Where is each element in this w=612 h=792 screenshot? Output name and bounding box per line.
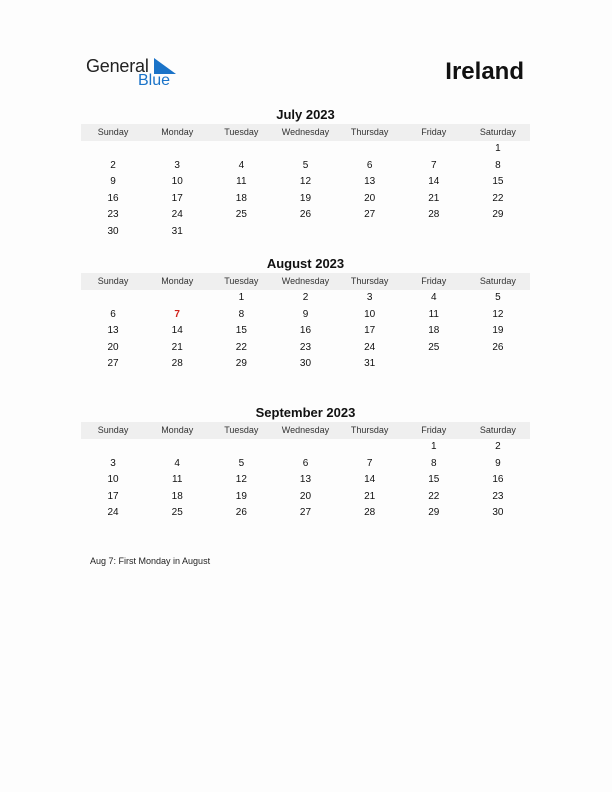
- day-cell: 17: [364, 325, 376, 337]
- day-cell: 13: [299, 474, 312, 486]
- week-row: [81, 158, 530, 175]
- day-cell: 27: [107, 358, 119, 370]
- day-cell: [402, 224, 466, 241]
- weekday-header-row: [81, 124, 530, 141]
- day-cell: 30: [107, 225, 119, 237]
- weekday-header-row: [81, 273, 530, 290]
- day-cell: 29: [492, 209, 504, 221]
- week-row: [81, 340, 530, 357]
- week-row: [81, 489, 530, 506]
- weekday-label: Friday: [421, 127, 447, 137]
- day-cell: 28: [364, 507, 376, 519]
- day-cell: 17: [171, 192, 183, 204]
- weekday-label: Thursday: [350, 276, 389, 286]
- day-cell: 11: [236, 176, 247, 188]
- day-cell: [81, 290, 145, 307]
- month-weeks: [81, 141, 530, 241]
- day-cell: 26: [235, 507, 247, 519]
- day-cell: 8: [495, 159, 501, 171]
- day-cell: [209, 224, 273, 241]
- day-cell: 11: [428, 308, 439, 320]
- month-weeks: [81, 290, 530, 373]
- day-cell: 10: [364, 308, 376, 320]
- day-cell: 31: [364, 358, 376, 370]
- logo-general-text: General: [86, 56, 149, 76]
- day-cell: 25: [428, 341, 440, 353]
- day-cell: 20: [299, 490, 312, 502]
- day-cell: 10: [107, 474, 119, 486]
- month-weeks: [81, 439, 530, 522]
- day-cell: 5: [302, 159, 309, 171]
- weekday-label: Tuesday: [224, 425, 259, 435]
- weekday-label: Saturday: [479, 127, 516, 137]
- day-cell: 6: [302, 457, 309, 469]
- day-cell: 14: [364, 474, 376, 486]
- day-cell: 26: [299, 209, 312, 221]
- day-cell: 31: [171, 225, 183, 237]
- day-cell: [81, 141, 145, 158]
- day-cell: 14: [171, 325, 183, 337]
- logo-blue-text: Blue: [138, 72, 171, 89]
- day-cell: 25: [235, 209, 247, 221]
- day-cell: 29: [428, 507, 440, 519]
- day-cell: 18: [235, 192, 247, 204]
- week-row: [81, 191, 530, 208]
- day-cell: 21: [364, 490, 376, 502]
- day-cell: 26: [492, 341, 504, 353]
- weekday-label: Saturday: [479, 425, 516, 435]
- day-cell: 15: [235, 325, 247, 337]
- day-cell: [209, 141, 273, 158]
- day-cell: 19: [235, 490, 247, 502]
- country-title: Ireland: [445, 58, 524, 85]
- day-cell: 1: [238, 292, 245, 303]
- weekday-label: Sunday: [97, 425, 129, 435]
- day-cell: 23: [492, 490, 504, 502]
- day-cell: [273, 439, 337, 456]
- day-cell: 13: [364, 176, 376, 188]
- month-title: August 2023: [266, 256, 345, 271]
- calendar-month: [81, 106, 530, 241]
- week-row: [81, 290, 530, 307]
- day-cell: [338, 439, 402, 456]
- month-title: July 2023: [276, 107, 335, 122]
- day-cell: 1: [495, 143, 501, 154]
- week-row: [81, 174, 530, 191]
- week-row: [81, 141, 530, 158]
- day-cell: 3: [110, 457, 116, 469]
- day-cell: [402, 141, 466, 158]
- day-cell: 25: [171, 507, 183, 519]
- week-row: [81, 505, 530, 522]
- day-cell: 24: [364, 341, 376, 353]
- day-cell: [81, 439, 145, 456]
- weekday-header-row: [81, 422, 530, 439]
- calendar-month: [81, 404, 530, 522]
- day-cell: 24: [107, 507, 119, 519]
- holiday-note: Aug 7: First Monday in August: [90, 556, 211, 566]
- day-cell: 28: [171, 358, 183, 370]
- week-row: [81, 356, 530, 373]
- holiday-day-cell: 7: [174, 308, 180, 320]
- day-cell: 20: [364, 192, 376, 204]
- day-cell: [273, 141, 337, 158]
- day-cell: 1: [430, 441, 437, 452]
- day-cell: 3: [174, 159, 180, 171]
- weekday-label: Tuesday: [224, 127, 259, 137]
- day-cell: 12: [299, 176, 312, 188]
- day-cell: 23: [107, 209, 119, 221]
- day-cell: 2: [495, 441, 501, 452]
- day-cell: [145, 290, 209, 307]
- day-cell: 13: [107, 325, 119, 337]
- day-cell: [209, 439, 273, 456]
- day-cell: 12: [492, 308, 504, 320]
- generalblue-logo: [86, 56, 186, 92]
- weekday-label: Wednesday: [281, 425, 330, 435]
- weekday-label: Thursday: [350, 127, 389, 137]
- day-cell: 17: [107, 490, 119, 502]
- weekday-label: Friday: [421, 425, 447, 435]
- weekday-label: Monday: [161, 127, 194, 137]
- day-cell: 16: [299, 325, 312, 337]
- day-cell: 21: [171, 341, 183, 353]
- day-cell: [145, 141, 209, 158]
- day-cell: 27: [364, 209, 376, 221]
- day-cell: 14: [428, 176, 440, 188]
- day-cell: 22: [235, 341, 247, 353]
- calendar-month: [81, 255, 530, 373]
- weekday-label: Saturday: [479, 276, 516, 286]
- day-cell: [273, 224, 337, 241]
- day-cell: 5: [238, 457, 245, 469]
- day-cell: 11: [172, 474, 183, 486]
- day-cell: 2: [302, 292, 309, 303]
- day-cell: 4: [430, 292, 437, 303]
- week-row: [81, 323, 530, 340]
- day-cell: 22: [492, 192, 504, 204]
- day-cell: 15: [492, 176, 504, 188]
- day-cell: 12: [235, 474, 247, 486]
- day-cell: [466, 356, 530, 373]
- weekday-label: Monday: [161, 425, 194, 435]
- day-cell: 9: [302, 308, 309, 320]
- week-row: [81, 456, 530, 473]
- day-cell: 16: [492, 474, 504, 486]
- weekday-label: Friday: [421, 276, 447, 286]
- day-cell: 24: [171, 209, 183, 221]
- weekday-label: Tuesday: [224, 276, 259, 286]
- weekday-label: Thursday: [350, 425, 389, 435]
- week-row: [81, 307, 530, 324]
- week-row: [81, 472, 530, 489]
- day-cell: 4: [174, 457, 180, 469]
- day-cell: 22: [428, 490, 440, 502]
- day-cell: 19: [299, 192, 312, 204]
- day-cell: 8: [430, 457, 437, 469]
- day-cell: 5: [495, 292, 501, 303]
- weekday-label: Wednesday: [281, 127, 330, 137]
- day-cell: 28: [428, 209, 440, 221]
- day-cell: 19: [492, 325, 504, 337]
- day-cell: 21: [428, 192, 440, 204]
- day-cell: 3: [366, 292, 373, 303]
- day-cell: [338, 141, 402, 158]
- weekday-label: Sunday: [97, 127, 129, 137]
- day-cell: 20: [107, 341, 119, 353]
- day-cell: 16: [107, 192, 119, 204]
- weekday-label: Wednesday: [281, 276, 330, 286]
- day-cell: 7: [430, 159, 437, 171]
- day-cell: [145, 439, 209, 456]
- day-cell: 2: [110, 159, 116, 171]
- day-cell: [402, 356, 466, 373]
- day-cell: 9: [110, 176, 116, 188]
- day-cell: 18: [171, 490, 183, 502]
- weekday-label: Monday: [161, 276, 194, 286]
- day-cell: 27: [299, 507, 312, 519]
- weekday-label: Sunday: [97, 276, 129, 286]
- day-cell: 6: [366, 159, 373, 171]
- day-cell: 7: [366, 457, 373, 469]
- week-row: [81, 207, 530, 224]
- day-cell: [466, 224, 530, 241]
- day-cell: 18: [428, 325, 440, 337]
- day-cell: 8: [238, 308, 245, 320]
- day-cell: [338, 224, 402, 241]
- day-cell: 6: [110, 308, 116, 320]
- day-cell: 9: [495, 457, 501, 469]
- day-cell: 30: [492, 507, 504, 519]
- day-cell: 30: [299, 358, 312, 370]
- month-title: September 2023: [255, 405, 356, 420]
- day-cell: 4: [238, 159, 245, 171]
- day-cell: 29: [235, 358, 247, 370]
- day-cell: 23: [299, 341, 312, 353]
- day-cell: 15: [428, 474, 440, 486]
- week-row: [81, 224, 530, 241]
- week-row: [81, 439, 530, 456]
- day-cell: 10: [171, 176, 183, 188]
